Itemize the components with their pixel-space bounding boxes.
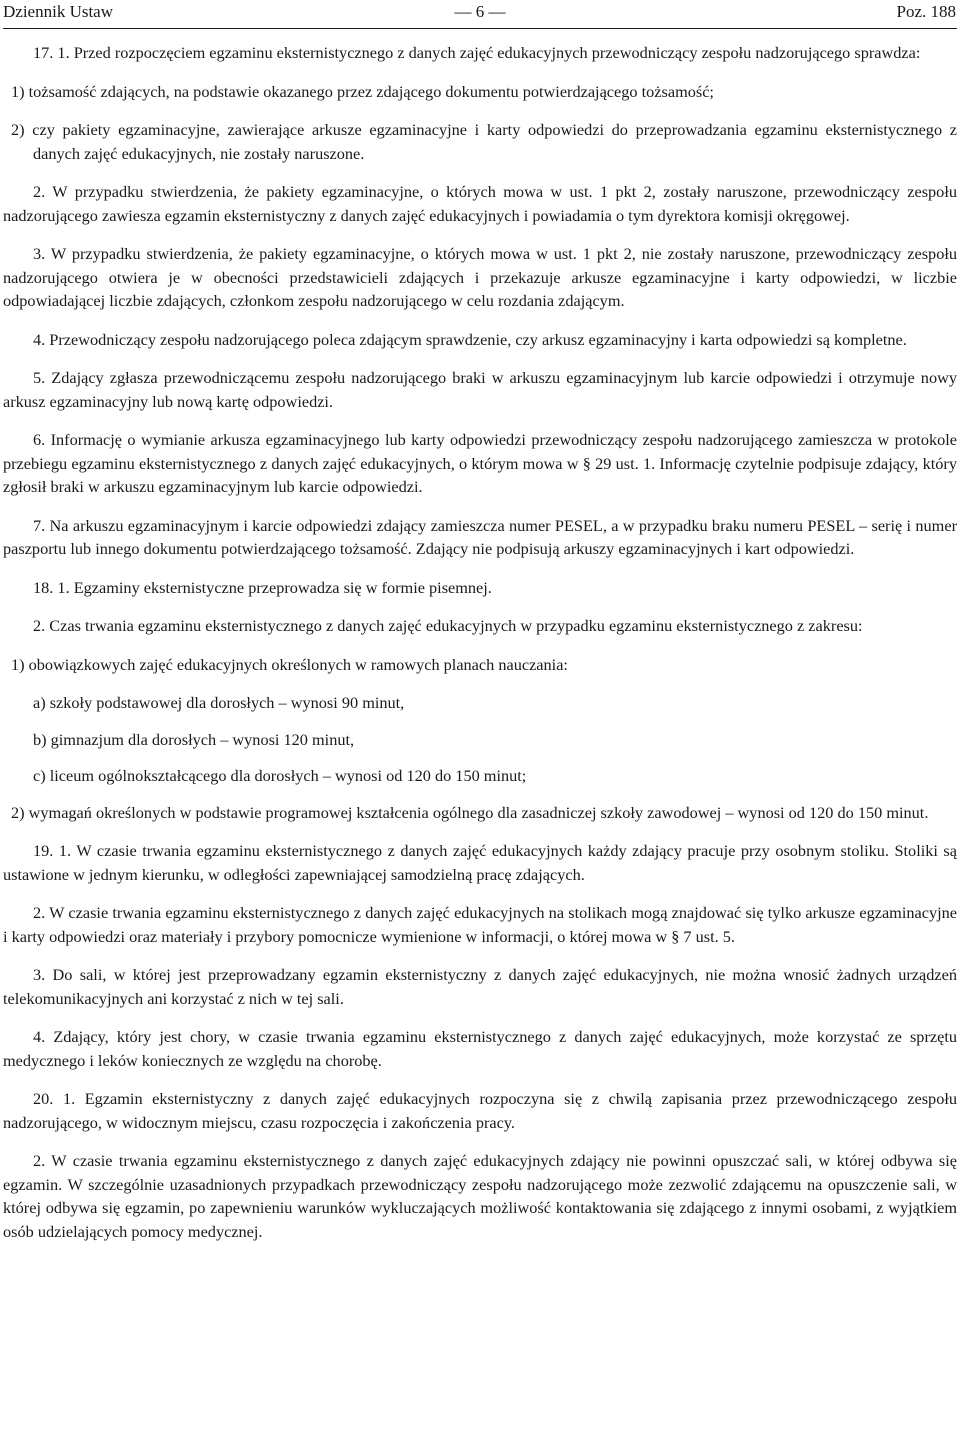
list-item-18-2-2: 2) wymagań określonych w podstawie programowej kształcenia ogólnego dla zasadniczej szkoły zawodowej – wynosi od 120 do 150 minut. — [11, 802, 929, 822]
paragraph-17-6: 6. Informację o wymianie arkusza egzaminacyjnego lub karty odpowiedzi przewodniczący zespołu nadzorującego zamieszcza w protokole przebiegu egzaminu eksternistycznego z danych zajęć edukacyjnych, o którym mowa w § 29 ust. 1. Informację czytelnie podpisuje zdający, który zgłosił braki w arkuszu egzaminacyjnym lub karcie odpowiedzi. — [3, 430, 957, 496]
paragraph-19-4: 4. Zdający, który jest chory, w czasie trwania egzaminu eksternistycznego z danych zajęć edukacyjnych, może korzystać ze sprzętu medycznego i leków koniecznych ze względu na chorobę. — [3, 1027, 957, 1070]
paragraph-20-1: 20. 1. Egzamin eksternistyczny z danych zajęć edukacyjnych rozpoczyna się z chwilą zapisania przez przewodniczącego zespołu nadzorującego, w widocznym miejscu, czasu rozpoczęcia i zakończenia pracy. — [3, 1089, 957, 1132]
paragraph-19-2: 2. W czasie trwania egzaminu eksternistycznego z danych zajęć edukacyjnych na stolikach mogą znajdować się tylko arkusze egzaminacyjne i karty odpowiedzi oraz materiały i przybory pomocnicze wymienione w informacji, o której mowa w § 7 ust. 5. — [3, 903, 957, 946]
sub-item-b: b) gimnazjum dla dorosłych – wynosi 120 minut, — [33, 729, 355, 749]
paragraph-17-4: 4. Przewodniczący zespołu nadzorującego poleca zdającym sprawdzenie, czy arkusz egzaminacyjny i karta odpowiedzi są kompletne. — [33, 329, 907, 349]
journal-title: Dziennik Ustaw — [3, 2, 114, 21]
sub-item-a: a) szkoły podstawowej dla dorosłych – wynosi 90 minut, — [33, 693, 405, 712]
position-number: Poz. 188 — [896, 2, 956, 21]
list-item-18-2-1: 1) obowiązkowych zajęć edukacyjnych określonych w ramowych planach nauczania: — [11, 654, 568, 674]
paragraph-17-2: 2. W przypadku stwierdzenia, że pakiety egzaminacyjne, o których mowa w ust. 1 pkt 2, zostały naruszone, przewodniczący zespołu nadzorującego zawiesza egzamin eksternistyczny z danych zajęć edukacyjnych i powiadamia o tym dyrektora komisji okręgowej. — [3, 182, 957, 225]
sub-item-c: c) liceum ogólnokształcącego dla dorosłych – wynosi od 120 do 150 minut; — [33, 766, 527, 785]
paragraph-19-3: 3. Do sali, w której jest przeprowadzany egzamin eksternistyczny z danych zajęć edukacyjnych, nie można wnosić żadnych urządzeń telekomunikacyjnych ani korzystać z nich w tej sali. — [3, 965, 957, 1008]
paragraph-18-1: 18. 1. Egzaminy eksternistyczne przeprowadza się w formie pisemnej. — [33, 577, 492, 597]
page-number: — 6 — — [454, 2, 506, 21]
paragraph-18-2: 2. Czas trwania egzaminu eksternistycznego z danych zajęć edukacyjnych w przypadku egzaminu eksternistycznego z zakresu: — [33, 616, 863, 635]
paragraph-17-5: 5. Zdający zgłasza przewodniczącemu zespołu nadzorującego braki w arkuszu egzaminacyjnym lub karcie odpowiedzi i otrzymuje nowy arkusz egzaminacyjny lub nową kartę odpowiedzi. — [3, 368, 957, 411]
page-header — [0, 0, 960, 28]
document-body — [3, 41, 957, 1258]
paragraph-17-7: 7. Na arkuszu egzaminacyjnym i karcie odpowiedzi zdający zamieszcza numer PESEL, a w przypadku braku numeru PESEL – serię i numer paszportu lub innego dokumentu potwierdzającego tożsamość. Zdający nie podpisują arkuszy egzaminacyjnych i kart odpowiedzi. — [3, 515, 957, 558]
paragraph-17-3: 3. W przypadku stwierdzenia, że pakiety egzaminacyjne, o których mowa w ust. 1 pkt 2, nie zostały naruszone, przewodniczący zespołu nadzorującego otwiera je w obecności przedstawicieli zdających i przekazuje arkusze egzaminacyjne i karty odpowiedzi, w liczbie odpowiadającej liczbie zdających, członkom zespołu nadzorującego w celu rozdania zdającym. — [3, 244, 957, 310]
paragraph-20-2: 2. W czasie trwania egzaminu eksternistycznego z danych zajęć edukacyjnych zdający nie powinni opuszczać sali, w której odbywa się egzamin. W szczególnie uzasadnionych przypadkach przewodniczący zespołu nadzorującego może zezwolić zdającemu na opuszczenie sali, w której odbywa się egzamin, po zapewnieniu warunków wykluczających możliwość kontaktowania się zdającego z innymi osobami, z wyjątkiem osób udzielających pomocy medycznej. — [3, 1151, 957, 1241]
list-item-17-1-2: 2) czy pakiety egzaminacyjne, zawierające arkusze egzaminacyjne i karty odpowiedzi do przeprowadzania egzaminu eksternistycznego z danych zajęć edukacyjnych, nie zostały naruszone. — [11, 120, 957, 163]
list-item-17-1-1: 1) tożsamość zdających, na podstawie okazanego przez zdającego dokumentu potwierdzającego tożsamość; — [11, 81, 714, 101]
paragraph-19-1: 19. 1. W czasie trwania egzaminu eksternistycznego z danych zajęć edukacyjnych każdy zdający pracuje przy osobnym stoliku. Stoliki są ustawione w jednym kierunku, w odległości zapewniającej samodzielną pracę zdających. — [3, 841, 957, 884]
header-rule — [3, 28, 957, 29]
paragraph-17-1: 17. 1. Przed rozpoczęciem egzaminu eksternistycznego z danych zajęć edukacyjnych przewodniczący zespołu nadzorującego sprawdza: — [33, 43, 921, 62]
